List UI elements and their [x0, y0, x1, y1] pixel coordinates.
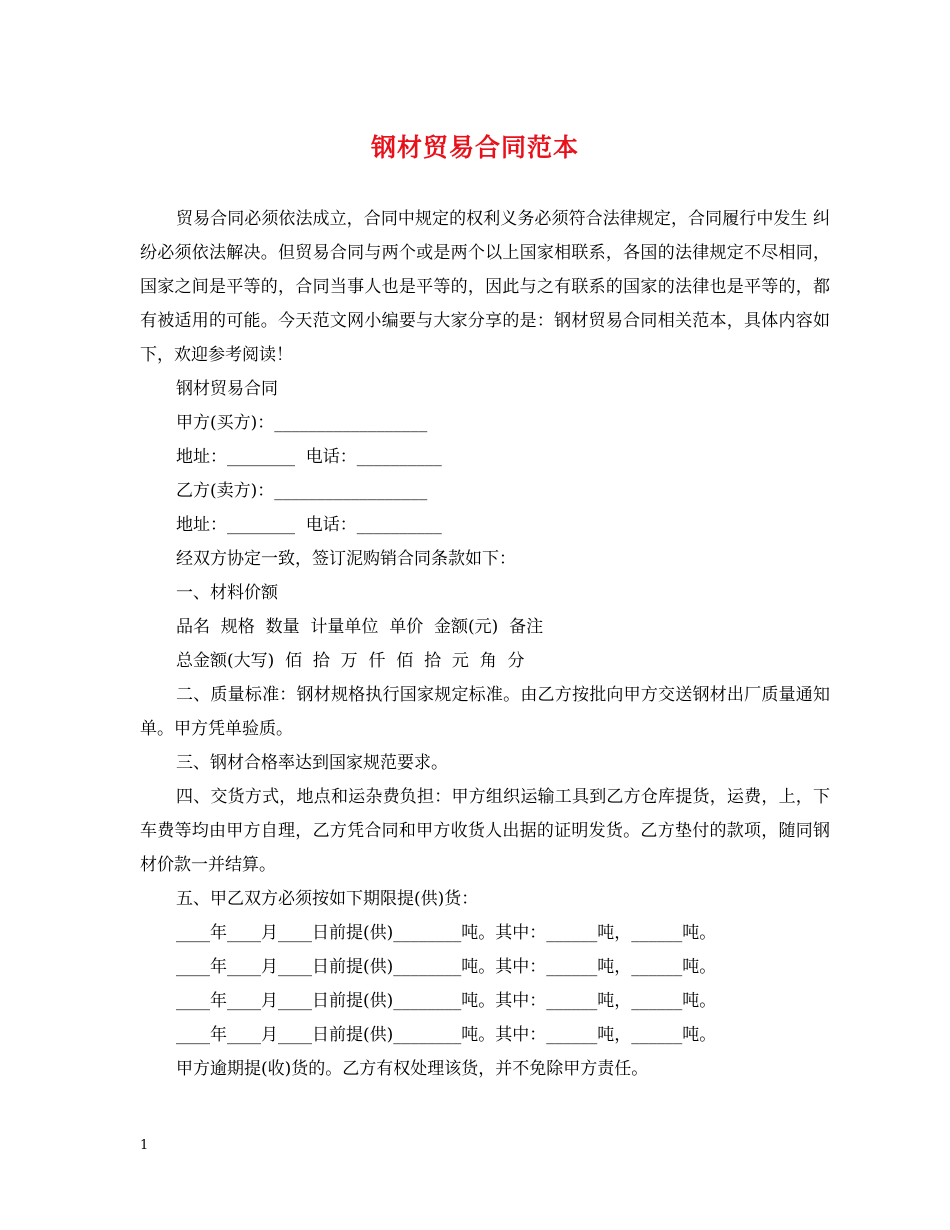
page-number: 1 [140, 1138, 149, 1153]
total-amount-line: 总金额(大写) 佰 拾 万 仟 佰 拾 元 角 分 [176, 651, 525, 671]
document-title: 钢材贸易合同范本 [370, 133, 579, 162]
delivery-schedule-line: ____年____月____日前提(供)________吨。其中：______吨，______吨。 [176, 1025, 717, 1045]
agreement-statement: 经双方协定一致，签订泥购销合同条款如下： [176, 549, 516, 569]
party-a-line: 甲方(买方)：__________________ [176, 413, 428, 433]
party-b-address-line: 地址：________ 电话：__________ [176, 515, 442, 535]
intro-paragraph: 贸易合同必须依法成立，合同中规定的权利义务必须符合法律规定，合同履行中发生 纠纷必须依法解决。但贸易合同与两个或是两个以上国家相联系，各国的法律规定不尽相同，国家之间是平等的，合同当事人也是平等的，因此与之有联系的国家的法律也是平等的，都有被适用的可能。今天范文网小编要与大家分享的是：钢材贸易合同相关范本，具体内容如下，欢迎参考阅读！ [140, 209, 830, 365]
delivery-schedule-line: ____年____月____日前提(供)________吨。其中：______吨，______吨。 [176, 957, 717, 977]
price-columns-line: 品名 规格 数量 计量单位 单价 金额(元) 备注 [176, 617, 544, 637]
section-4-paragraph: 四、交货方式，地点和运杂费负担：甲方组织运输工具到乙方仓库提货，运费，上，下车费等均由甲方自理，乙方凭合同和甲方收货人出据的证明发货。乙方垫付的款项，随同钢材价款一并结算。 [140, 787, 830, 875]
section-2-paragraph: 二、质量标准：钢材规格执行国家规定标准。由乙方按批向甲方交送钢材出厂质量通知单。甲方凭单验质。 [140, 685, 830, 739]
section-3-paragraph: 三、钢材合格率达到国家规范要求。 [176, 753, 448, 773]
overdue-clause: 甲方逾期提(收)货的。乙方有权处理该货，并不免除甲方责任。 [176, 1059, 649, 1079]
delivery-schedule-line: ____年____月____日前提(供)________吨。其中：______吨，______吨。 [176, 991, 717, 1011]
party-b-line: 乙方(卖方)：__________________ [176, 481, 428, 501]
section-5-heading: 五、甲乙双方必须按如下期限提(供)货： [176, 889, 479, 909]
section-1-heading: 一、材料价额 [176, 583, 278, 603]
delivery-schedule-line: ____年____月____日前提(供)________吨。其中：______吨，______吨。 [176, 923, 717, 943]
party-a-address-line: 地址：________ 电话：__________ [176, 447, 442, 467]
document-body [140, 202, 830, 1086]
contract-heading: 钢材贸易合同 [176, 379, 278, 399]
